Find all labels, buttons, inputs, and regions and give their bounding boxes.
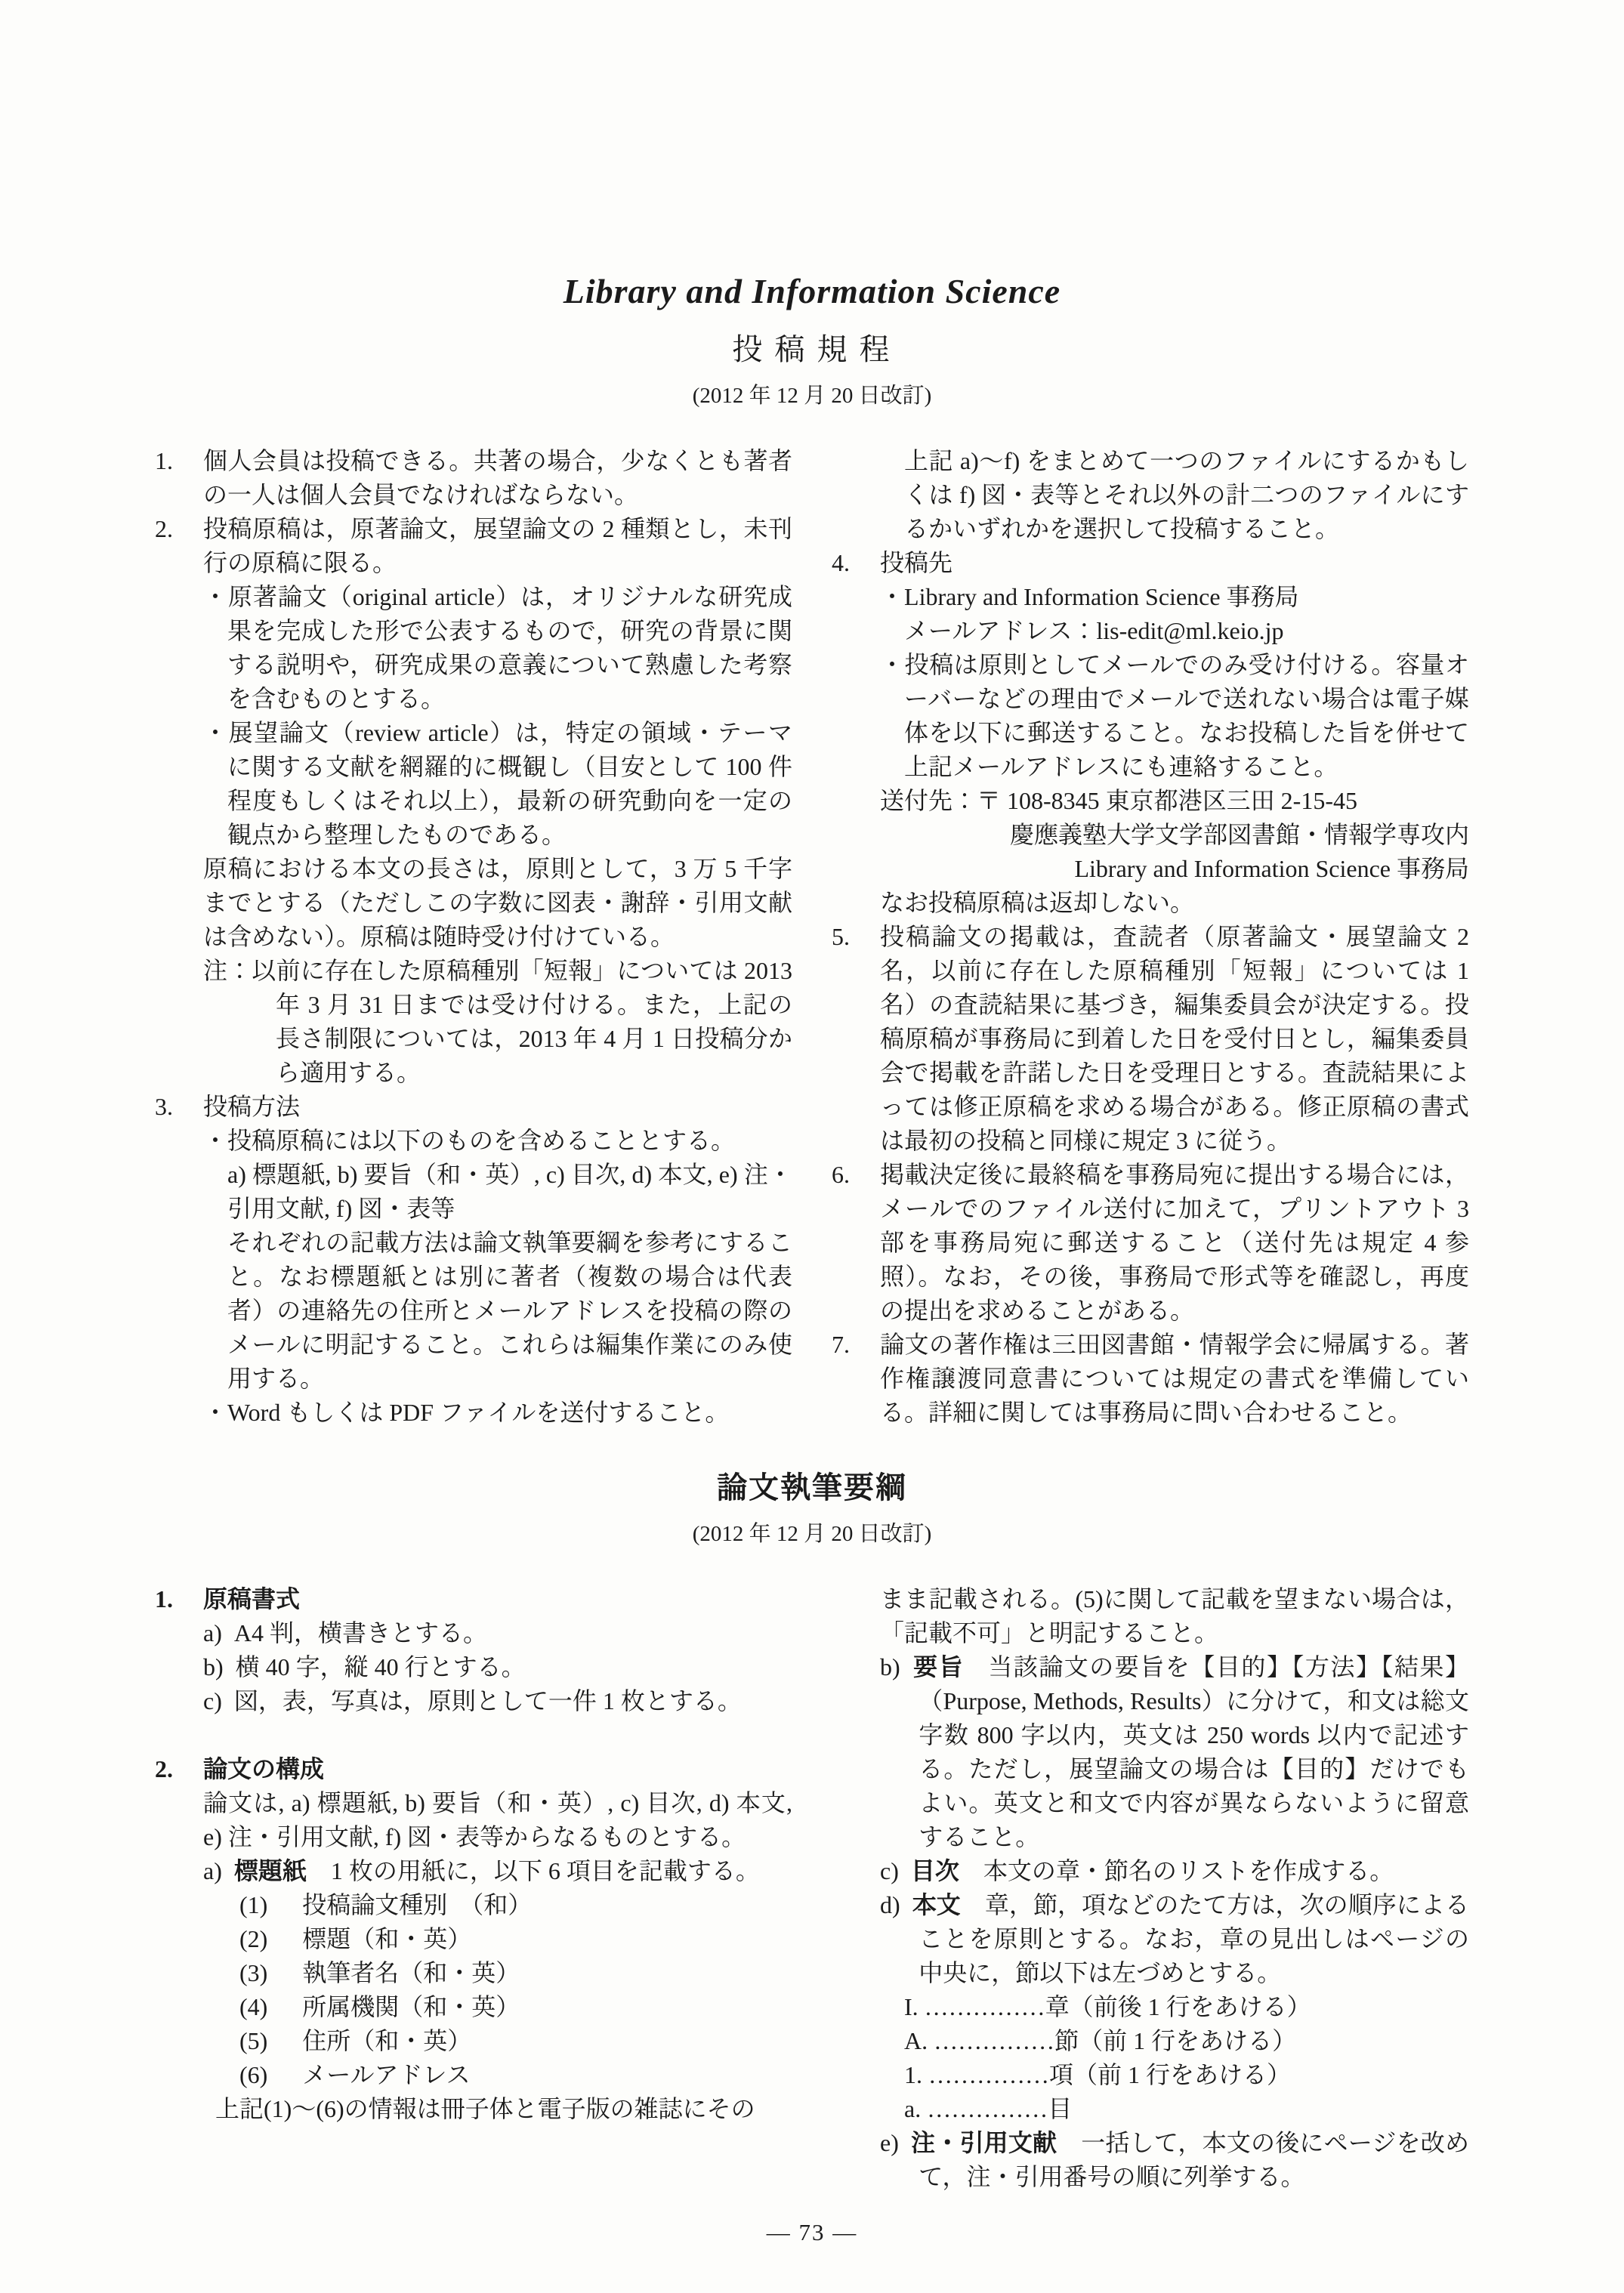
paragraph: それぞれの記載方法は論文執筆要綱を参考にすること。なお標題紙とは別に著者（複数の場合は代表者）の連絡先の住所とメールアドレスを投稿の際のメールに明記すること。これらは編集作業にのみ使用する。 [227,1229,792,1392]
enum-text: 投稿論文種別 （和） [302,1891,533,1918]
item-label: e) [880,2129,899,2156]
item-keyword: 注・引用文献 [910,2129,1057,2156]
item-keyword: 標題紙 [233,1857,307,1884]
lettered-item [203,1650,792,1684]
bullet-marker: ・ [203,1399,228,1426]
enum-text: メールアドレス [302,2061,471,2088]
revision-date: (2012 年 12 月 20 日改訂) [692,1522,932,1546]
guidelines-title: 論文執筆要綱 [717,1471,907,1504]
page-number: — 73 — [766,2219,858,2245]
bullet-item [203,1124,792,1158]
paragraph: 上記 a)～f) をまとめて一つのファイルにするかもしくは f) 図・表等とそれ以外の計二つのファイルにするかいずれかを選択して投稿すること。 [904,447,1469,542]
rule-item-1 [155,444,792,512]
guideline-heading-1 [155,1582,792,1616]
outline-sample-line: a. ……………目 [904,2095,1073,2122]
enum-label: (6) [239,2061,268,2088]
item-keyword: 要旨 [912,1653,965,1680]
bullet-item [880,648,1469,784]
enum-item [239,2058,792,2092]
bullet-text: 原著論文（original article）は，オリジナルな研究成果を完成した形で公表するもので，研究の背景に関する説明や，研究成果の意義について熟慮した考察を含むものとする。 [227,583,792,712]
item-text: 図，表，写真は，原則として一件 1 枚とする。 [233,1687,742,1714]
rule-item-6 [832,1158,1469,1328]
bullet-marker: ・ [203,583,228,610]
item-number: 4. [832,549,850,576]
paragraph: 論文は, a) 標題紙, b) 要旨（和・英）, c) 目次, d) 本文, e) 注・引用文献, f) 図・表等からなるものとする。 [203,1789,792,1850]
right-column [832,444,1469,1430]
item-text: 投稿論文の掲載は，査読者（原著論文・展望論文 2 名，以前に存在した原稿種別「短報」については 1 名）の査読結果に基づき，編集委員会が決定する。投稿原稿が事務局に到着した日を受付日とし，編集委員会で掲載を許諾した日を受理日とする。査読結果によっては修正原稿を求める場合がある。修正原稿の書式は最初の投稿と同様に規定 3 に従う。 [880,923,1469,1154]
lettered-item [203,1616,792,1650]
item-keyword: 本文 [912,1891,961,1918]
item-label: d) [880,1891,900,1918]
bullet-marker: ・ [203,719,229,746]
document-header [155,270,1469,411]
bullet-text: 展望論文（review article）は，特定の領域・テーマに関する文献を網羅的に概観し（目安として 100 件程度もしくはそれ以上），最新の研究動向を一定の観点から整理したものである。 [227,719,792,848]
bullet-text: Word もしくは PDF ファイルを送付すること。 [227,1399,730,1426]
writing-guidelines-section [155,1582,1469,2194]
bullet-text: 投稿原稿には以下のものを含めることとする。 [227,1127,736,1154]
bullet-marker: ・ [880,651,905,678]
bullet-item [880,580,1469,614]
lettered-item [203,1854,792,1888]
enum-item [239,1888,792,1922]
item-number: 3. [155,1093,173,1120]
item-label: b) [880,1653,900,1680]
paragraph: まま記載される。(5)に関して記載を望まない場合は，「記載不可」と明記すること。 [880,1585,1469,1646]
paragraph: 上記(1)～(6)の情報は冊子体と電子版の雑誌にその [215,2095,755,2122]
note-text: 以前に存在した原稿種別「短報」については 2013 年 3 月 31 日までは受け付ける。また，上記の長さ制限については，2013 年 4 月 1 日投稿分から適用する。 [252,957,792,1086]
enum-item [239,1956,792,1990]
mailing-address-line: 送付先：〒 108-8345 東京都港区三田 2-15-45 [880,787,1357,814]
item-number: 6. [832,1161,850,1188]
right-column [832,1582,1469,2194]
rule-item-7 [832,1328,1469,1430]
enum-label: (1) [239,1891,268,1918]
item-label: a) [203,1619,222,1646]
heading-text: 論文の構成 [203,1755,325,1782]
item-text: 投稿原稿は，原著論文，展望論文の 2 種類とし，未刊行の原稿に限る。 [203,515,792,576]
item-text: 当該論文の要旨を【目的】【方法】【結果】（Purpose, Methods, Results）に分けて，和文は総文字数 800 字以内，英文は 250 words 以内で記述する。ただし，展望論文の場合は【目的】だけでもよい。英文と和文で内容が異ならないように留意すること。 [919,1653,1469,1850]
item-label: c) [880,1857,899,1884]
enum-text: 執筆者名（和・英） [302,1959,520,1986]
bullet-item [203,1396,792,1430]
paragraph: なお投稿原稿は返却しない。 [880,889,1195,916]
bullet-item [203,580,792,716]
item-number: 1. [155,1585,173,1613]
mailing-address-line: 慶應義塾大学文学部図書館・情報学専攻内 [1009,821,1469,848]
bullet-item [203,716,792,852]
enum-text: 住所（和・英） [302,2027,472,2054]
bullet-text: 投稿は原則としてメールでのみ受け付ける。容量オーバーなどの理由でメールで送れない場合は電子媒体を以下に郵送すること。なお投稿した旨を併せて上記メールアドレスにも連絡すること。 [904,651,1469,780]
sublist-line: a) 標題紙, b) 要旨（和・英）, c) 目次, d) 本文, e) 注・引用文献, f) 図・表等 [227,1161,792,1222]
rule-item-5 [832,920,1469,1158]
enum-label: (3) [239,1959,268,1986]
rule-item-2 [155,512,792,580]
item-text: 投稿先 [880,549,953,576]
item-number: 7. [832,1331,850,1358]
item-text: A4 判，横書きとする。 [233,1619,487,1646]
item-label: a) [203,1857,222,1884]
enum-item [239,1990,792,2024]
journal-title: Library and Information Science [563,272,1061,310]
lettered-item [880,1854,1469,1888]
item-text: 論文の著作権は三田図書館・情報学会に帰属する。著作権譲渡同意書については規定の書式を準備している。詳細に関しては事務局に問い合わせること。 [880,1331,1469,1426]
lettered-item [880,1888,1469,1990]
bullet-marker: ・ [880,583,905,610]
item-text: 一括して，本文の後にページを改めて，注・引用番号の順に列挙する。 [919,2129,1469,2190]
email-line: メールアドレス：lis-edit@ml.keio.jp [904,617,1284,644]
rule-item-4 [832,546,1469,580]
outline-sample-line: 1. ……………項（前 1 行をあける） [904,2061,1292,2088]
guidelines-header [155,1469,1469,1549]
item-keyword: 目次 [910,1857,959,1884]
enum-item [239,1922,792,1956]
enum-text: 所属機関（和・英） [302,1993,520,2020]
paragraph: 原稿における本文の長さは，原則として，3 万 5 千字までとする（ただしこの字数に図表・謝辞・引用文献は含めない）。原稿は随時受け付けている。 [203,855,792,950]
revision-date: (2012 年 12 月 20 日改訂) [692,384,932,408]
item-number: 2. [155,515,173,542]
outline-sample-line: I. ……………章（前後 1 行をあける） [904,1993,1311,2020]
lettered-item [880,1650,1469,1854]
submission-rules-section [155,444,1469,1430]
enum-label: (4) [239,1993,268,2020]
lettered-item [203,1684,792,1718]
enum-label: (2) [239,1925,268,1952]
left-column [155,1582,792,2194]
bullet-text: Library and Information Science 事務局 [904,583,1299,610]
lettered-item [880,2126,1469,2194]
rule-item-3 [155,1090,792,1124]
enum-label: (5) [239,2027,268,2054]
mailing-address-line: Library and Information Science 事務局 [1074,855,1469,882]
item-text: 投稿方法 [203,1093,301,1120]
bullet-marker: ・ [203,1127,228,1154]
item-text: 章，節，項などのたて方は，次の順序によることを原則とする。なお，章の見出しはページの中央に，節以下は左づめとする。 [919,1891,1469,1986]
left-column [155,444,792,1430]
item-text: 掲載決定後に最終稿を事務局宛に提出する場合には，メールでのファイル送付に加えて，プリントアウト 3 部を事務局宛に郵送すること（送付先は規定 4 参照）。なお，その後，事務局で形式等を確認し，再度の提出を求めることがある。 [880,1161,1469,1324]
item-number: 2. [155,1755,173,1782]
note-paragraph [203,954,792,1090]
submission-rules-title: 投 稿 規 程 [732,332,892,366]
item-number: 1. [155,447,173,474]
note-marker: 注： [203,957,252,984]
item-text: 横 40 字，縦 40 行とする。 [235,1653,526,1680]
item-text: 本文の章・節名のリストを作成する。 [983,1857,1394,1884]
item-text: 1 枚の用紙に，以下 6 項目を記載する。 [330,1857,760,1884]
enum-item [239,2024,792,2058]
item-number: 5. [832,923,850,950]
heading-text: 原稿書式 [203,1585,301,1613]
guideline-heading-2 [155,1752,792,1786]
outline-sample-line: A. ……………節（前 1 行をあける） [904,2027,1297,2054]
enum-text: 標題（和・英） [302,1925,472,1952]
item-label: b) [203,1653,224,1680]
item-label: c) [203,1687,222,1714]
item-text: 個人会員は投稿できる。共著の場合，少なくとも著者の一人は個人会員でなければならない。 [203,447,792,508]
